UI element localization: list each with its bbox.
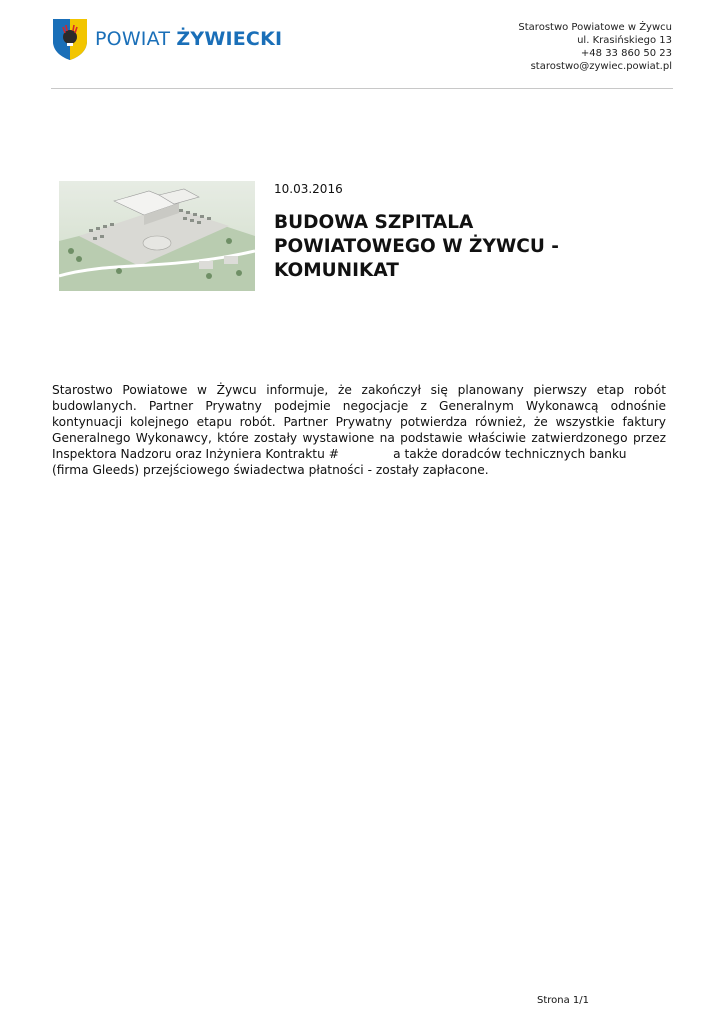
logo-word-2: ŻYWIECKI — [176, 28, 283, 50]
article-body — [52, 382, 666, 478]
page-number: Strona 1/1 — [537, 995, 590, 1006]
logo — [51, 16, 283, 62]
article-title: BUDOWA SZPITALA POWIATOWEGO W ŻYWCU - KOMUNIKAT — [274, 212, 559, 281]
contact-street: ul. Krasińskiego 13 — [577, 35, 672, 46]
article-body-paragraph: Starostwo Powiatowe w Żywcu informuje, że zakończył się planowany pierwszy etap robót budowlanych. Partner Prywatny podejmie negocjacje z Generalnym Wykonawcą odnośnie kontynuacji kolejnego etapu robót. Partner Prywatny potwierdza również, że wszystkie faktury Generalnego Wykonawcy, które zostały wystawione na podstawie właściwie zatwierdzonego przez Inspektora Nadzoru oraz Inżyniera Kontraktu # a także doradców technicznych banku — [52, 383, 666, 461]
article-date: 10.03.2016 — [274, 182, 343, 196]
coat-of-arms-icon — [51, 17, 89, 61]
logo-word-1: POWIAT — [95, 28, 171, 50]
logo-wordmark — [95, 28, 282, 50]
contact-email[interactable]: starostwo@zywiec.powiat.pl — [530, 61, 672, 72]
article-body-last-line: (firma Gleeds) przejściowego świadectwa płatności - zostały zapłacone. — [52, 463, 489, 477]
hospital-rendering-image — [59, 181, 255, 291]
contact-office: Starostwo Powiatowe w Żywcu — [518, 22, 672, 33]
contact-phone: +48 33 860 50 23 — [580, 48, 672, 59]
contact-block — [518, 21, 672, 73]
header-divider — [51, 88, 673, 89]
